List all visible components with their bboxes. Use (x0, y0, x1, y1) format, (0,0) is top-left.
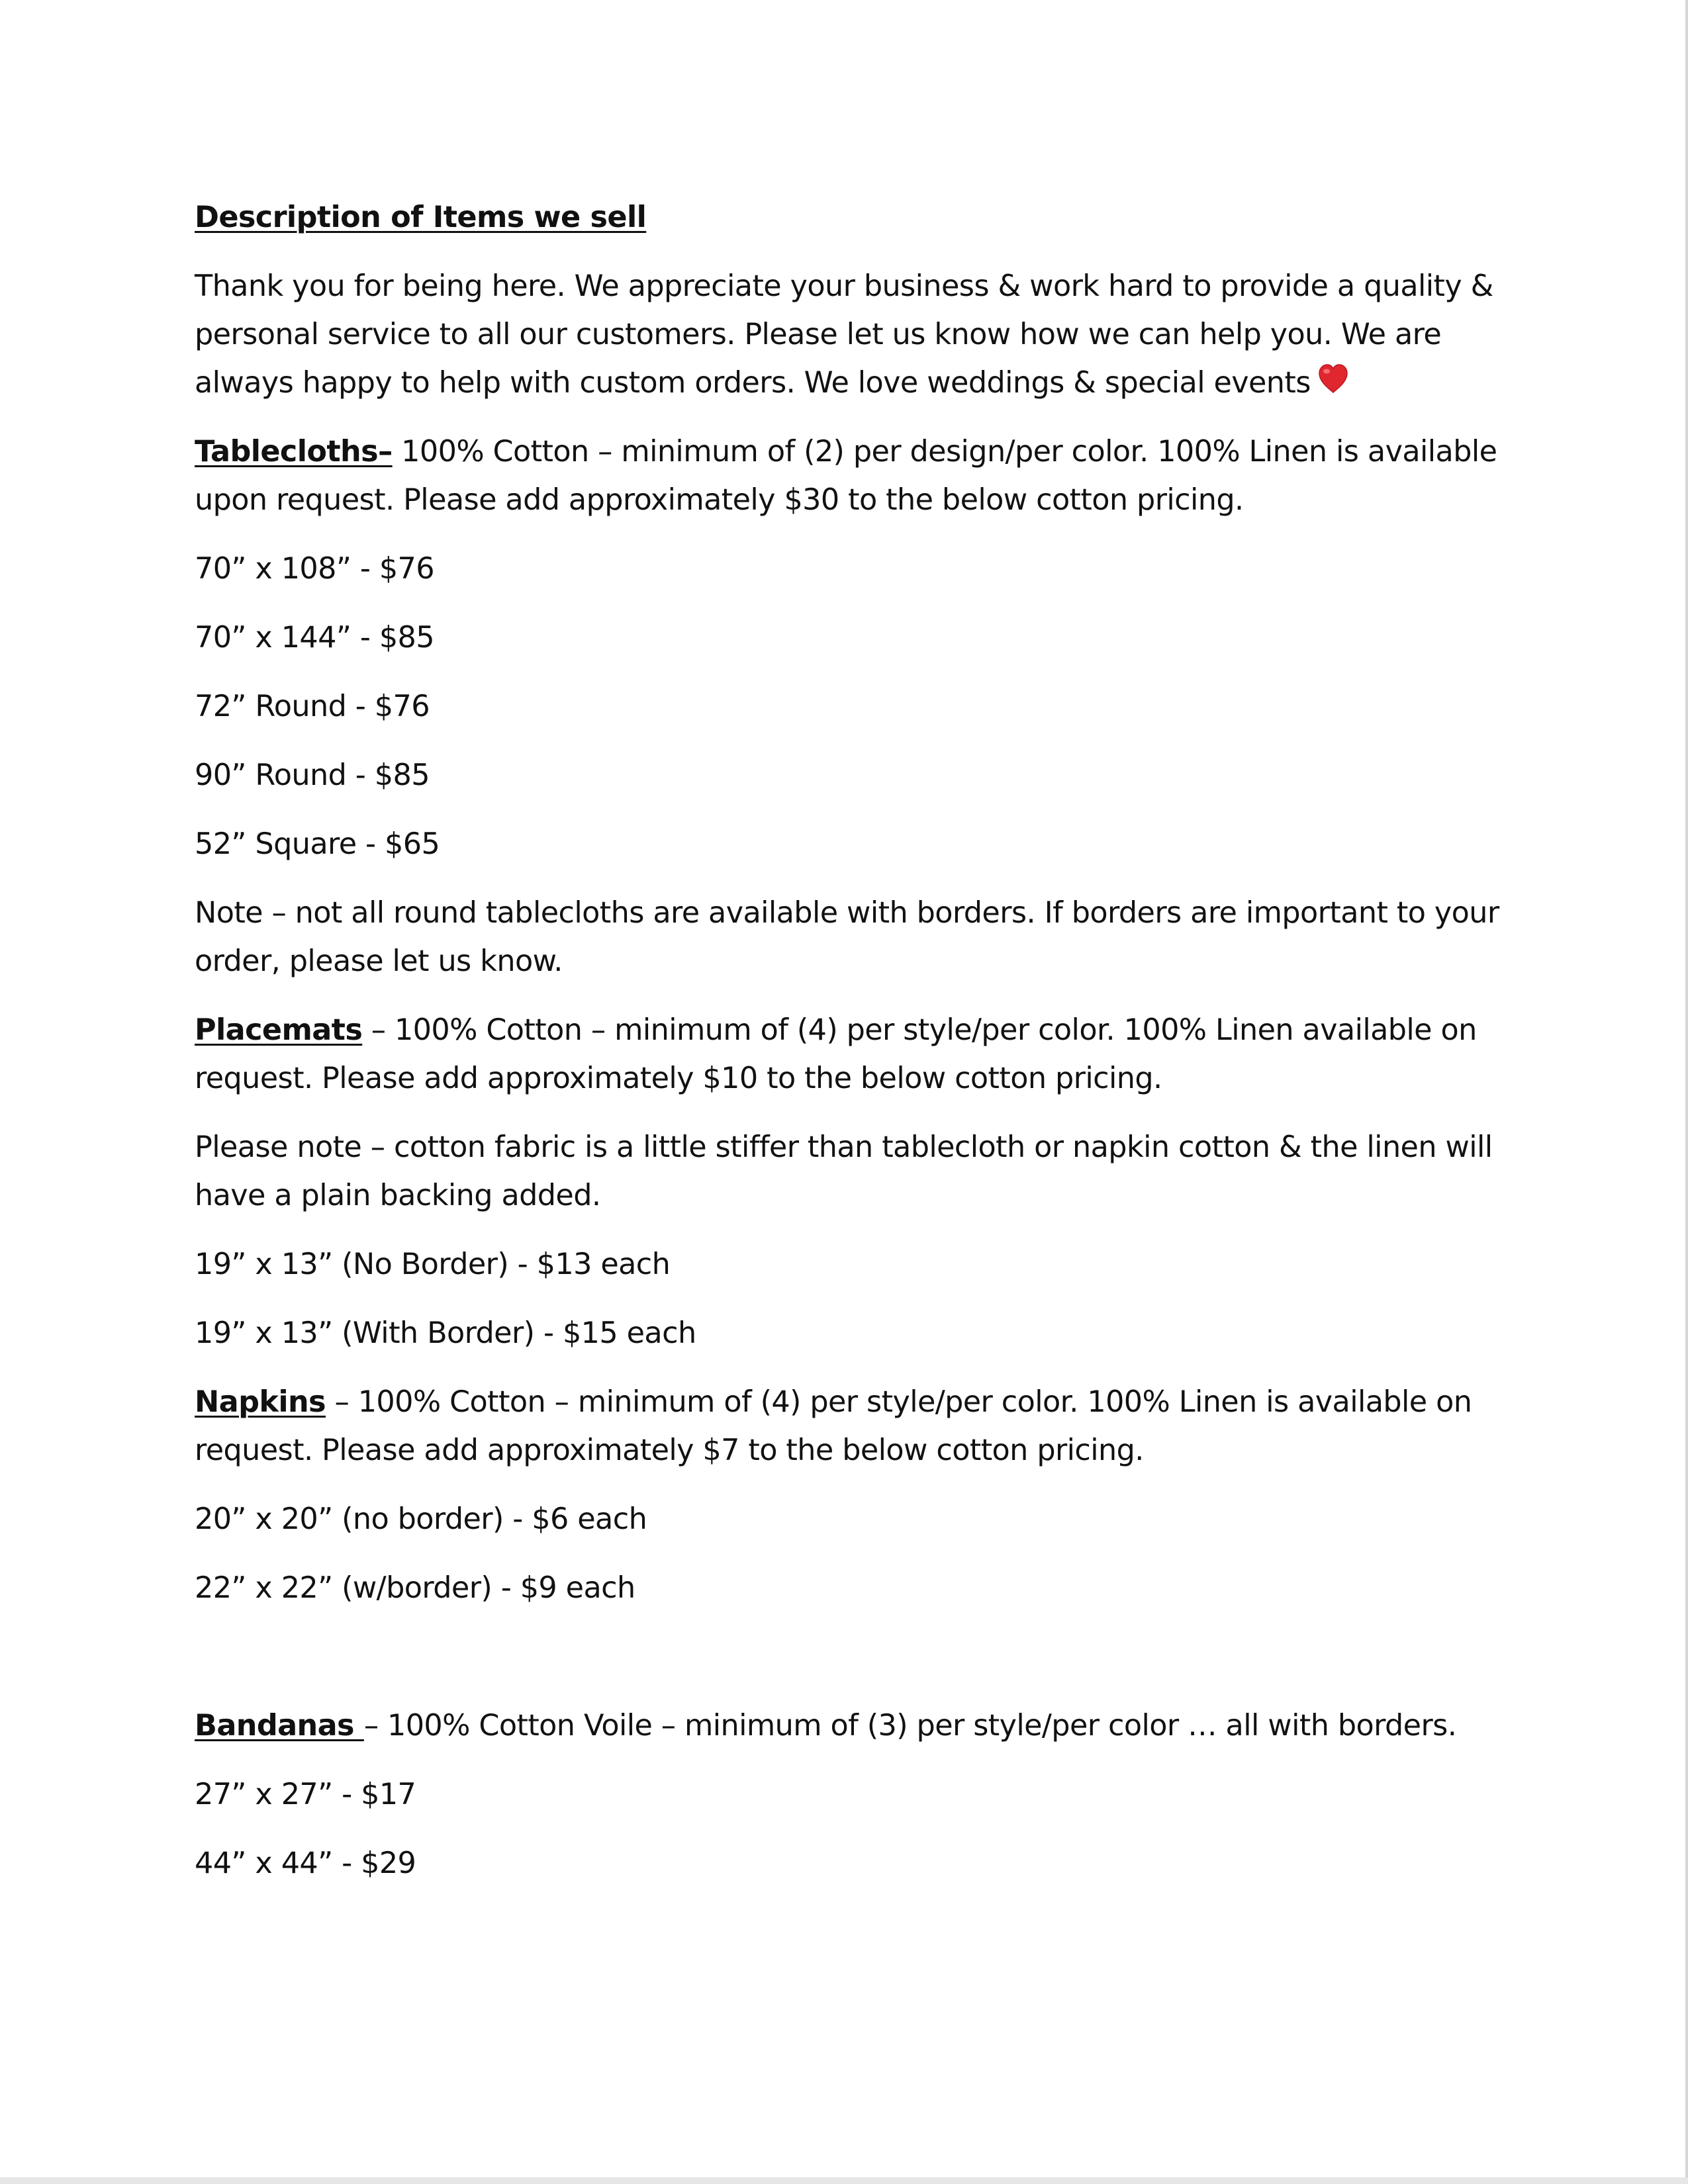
price-item: 27” x 27” - $17 (195, 1778, 416, 1811)
napkins-description: – 100% Cotton – minimum of (4) per style/per color. 100% Linen is available on request. Please add approximately $7 to the below cotton pricing. (195, 1385, 1472, 1467)
page-edge-bottom (0, 2177, 1688, 2184)
price-item: 19” x 13” (With Border) - $15 each (195, 1316, 696, 1350)
intro-paragraph (195, 262, 1505, 407)
tablecloths-paragraph (195, 428, 1505, 524)
price-item: 20” x 20” (no border) - $6 each (195, 1502, 647, 1536)
bandanas-paragraph (195, 1702, 1505, 1750)
tablecloths-description: 100% Cotton – minimum of (2) per design/per color. 100% Linen is available upon request. Please add approximately $30 to the below cotton pricing. (195, 435, 1497, 517)
tablecloths-heading: Tablecloths– (195, 435, 393, 469)
price-item: 44” x 44” - $29 (195, 1846, 416, 1880)
price-item: 52” Square - $65 (195, 827, 440, 861)
price-item: 70” x 144” - $85 (195, 621, 434, 655)
document-body (195, 193, 1505, 1908)
napkins-heading: Napkins (195, 1385, 326, 1419)
bandanas-description: – 100% Cotton Voile – minimum of (3) per style/per color … all with borders. (363, 1709, 1457, 1743)
price-item: 19” x 13” (No Border) - $13 each (195, 1248, 671, 1281)
page-edge-right (1685, 0, 1688, 2184)
tablecloths-note: Note – not all round tablecloths are available with borders. If borders are important to your order, please let us know. (195, 896, 1499, 978)
placemats-description: – 100% Cotton – minimum of (4) per style/per color. 100% Linen available on request. Please add approximately $10 to the below cotton pricing. (195, 1013, 1477, 1095)
price-item: 22” x 22” (w/border) - $9 each (195, 1571, 635, 1605)
price-item: 72” Round - $76 (195, 690, 430, 723)
napkins-paragraph (195, 1378, 1505, 1475)
blank-line (195, 1633, 1505, 1681)
price-item: 90” Round - $85 (195, 758, 430, 792)
document-title-line (195, 193, 1505, 242)
red-heart-icon (1317, 360, 1349, 390)
bandanas-heading: Bandanas (195, 1709, 364, 1743)
placemats-note: Please note – cotton fabric is a little stiffer than tablecloth or napkin cotton & the linen will have a plain backing added. (195, 1130, 1493, 1212)
document-title: Description of Items we sell (195, 201, 647, 234)
placemats-heading: Placemats (195, 1013, 363, 1047)
price-item: 70” x 108” - $76 (195, 552, 434, 586)
intro-text: Thank you for being here. We appreciate your business & work hard to provide a quality & personal service to all our customers. Please let us know how we can help you. We are always happy to help with custom orders. We love weddings & special events (195, 269, 1493, 400)
placemats-paragraph (195, 1006, 1505, 1103)
